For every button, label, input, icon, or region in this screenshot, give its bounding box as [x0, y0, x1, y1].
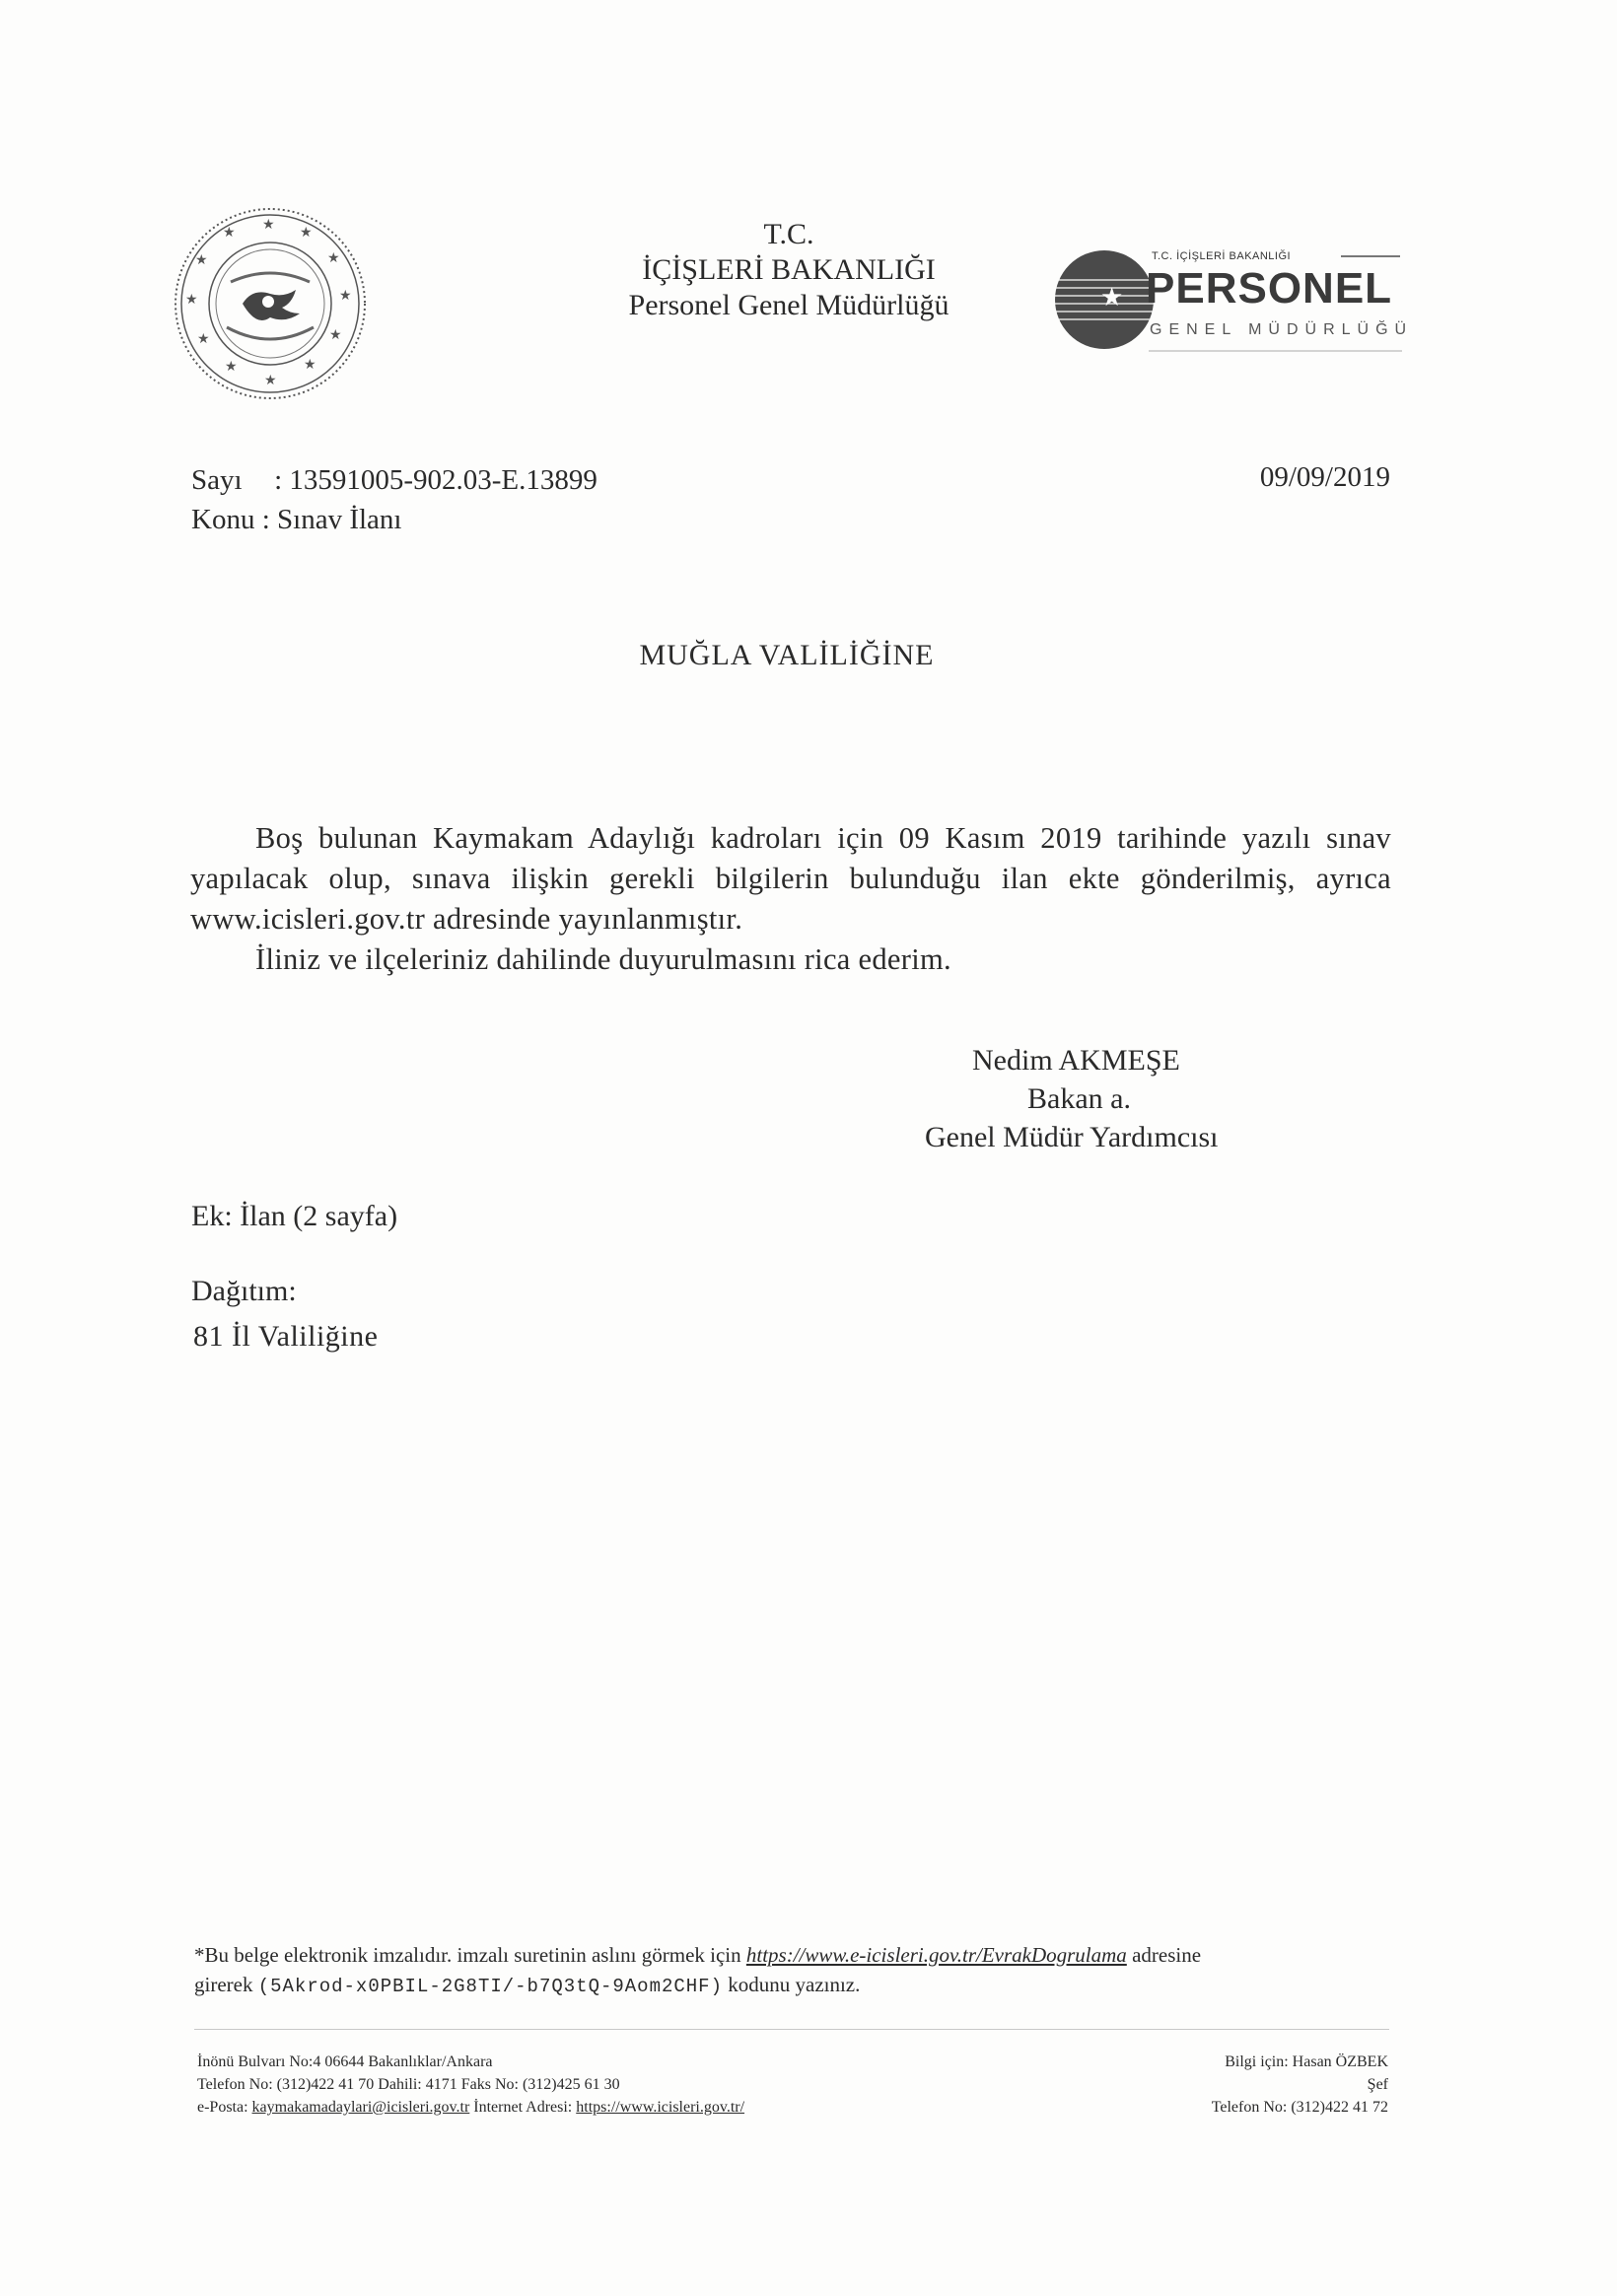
svg-text:★: ★: [264, 373, 277, 388]
footer-divider: [194, 2029, 1389, 2030]
svg-text:★: ★: [197, 331, 210, 347]
email-label: e-Posta:: [197, 2099, 248, 2116]
website-link[interactable]: https://www.icisleri.gov.tr/: [576, 2099, 745, 2116]
header-tc: T.C.: [763, 218, 814, 250]
svg-text:★: ★: [195, 252, 208, 268]
addressee: MUĞLA VALİLİĞİNE: [639, 639, 935, 671]
footer-phone: Telefon No: (312)422 41 70 Dahili: 4171 Faks No: (312)425 61 30: [197, 2076, 620, 2093]
info-role: Şef: [1367, 2076, 1388, 2093]
body-paragraph-1: Boş bulunan Kaymakam Adaylığı kadroları için 09 Kasım 2019 tarihinde yazılı sınav yapılacak olup, sınava ilişkin gerekli bilgilerin bulunduğu ilan ekte gönderilmiş, ayrıca www.icisleri.gov.tr adresinde yayınlanmıştır.: [190, 821, 1391, 936]
svg-text:★: ★: [262, 217, 275, 233]
svg-text:★: ★: [304, 357, 316, 373]
konu-label: Konu: [191, 504, 255, 535]
signatory-name: Nedim AKMEŞE: [972, 1044, 1180, 1077]
email-link[interactable]: kaymakamadaylari@icisleri.gov.tr: [251, 2099, 470, 2116]
info-contact-person: Bilgi için: Hasan ÖZBEK: [1225, 2053, 1388, 2070]
svg-text:★: ★: [327, 250, 340, 266]
reference-number: [191, 460, 598, 500]
signatory-title: Genel Müdür Yardımcısı: [925, 1121, 1219, 1153]
notice-text-4: kodunu yazınız.: [728, 1973, 861, 1996]
svg-text:★: ★: [225, 359, 238, 375]
sayi-label: Sayı: [191, 464, 243, 496]
svg-text:★: ★: [1100, 283, 1124, 313]
svg-text:★: ★: [185, 292, 198, 308]
svg-text:★: ★: [223, 225, 236, 241]
info-phone: Telefon No: (312)422 41 72: [1211, 2099, 1388, 2116]
document-date: 09/09/2019: [1259, 461, 1390, 493]
svg-text:★: ★: [339, 288, 352, 304]
logo-personnel-text: PERSONEL: [1146, 264, 1393, 313]
ministry-seal-logo: [172, 205, 369, 402]
footer-info: [1212, 2051, 1388, 2119]
notice-text-1: *Bu belge elektronik imzalıdır. imzalı suretinin aslını görmek için: [194, 1943, 741, 1967]
notice-text-3: girerek: [194, 1973, 253, 1996]
attachment-line: Ek: İlan (2 sayfa): [191, 1200, 398, 1232]
body-paragraph-2: İliniz ve ilçeleriniz dahilinde duyurulmasını rica ederim.: [255, 942, 951, 976]
logo-directorate-text: GENEL MÜDÜRLÜĞÜ: [1150, 321, 1414, 338]
logo-ministry-text: T.C. İÇİŞLERİ BAKANLIĞI: [1152, 250, 1292, 262]
footer-contact: [197, 2096, 744, 2119]
konu-value: : Sınav İlanı: [261, 504, 402, 535]
notice-text-2: adresine: [1132, 1943, 1202, 1967]
e-signature-notice: [194, 1940, 1372, 2001]
verification-code: (5Akrod-x0PBIL-2G8TI/-b7Q3tQ-9Aom2CHF): [257, 1976, 723, 1997]
header-ministry: İÇİŞLERİ BAKANLIĞI: [642, 253, 936, 286]
web-label: İnternet Adresi:: [473, 2099, 573, 2116]
svg-text:★: ★: [329, 327, 342, 343]
verification-link[interactable]: https://www.e-icisleri.gov.tr/EvrakDogrulama: [745, 1943, 1127, 1967]
footer-address: İnönü Bulvarı No:4 06644 Bakanlıklar/Ankara: [197, 2053, 493, 2070]
signatory-on-behalf: Bakan a.: [1027, 1082, 1131, 1115]
distribution-label: Dağıtım:: [191, 1275, 297, 1307]
subject-line: [191, 500, 401, 539]
letter-body: [190, 818, 1391, 980]
sayi-value: : 13591005-902.03-E.13899: [274, 464, 598, 496]
distribution-item: 81 İl Valiliğine: [193, 1320, 379, 1353]
header-directorate: Personel Genel Müdürlüğü: [628, 289, 949, 321]
svg-text:★: ★: [300, 225, 313, 241]
